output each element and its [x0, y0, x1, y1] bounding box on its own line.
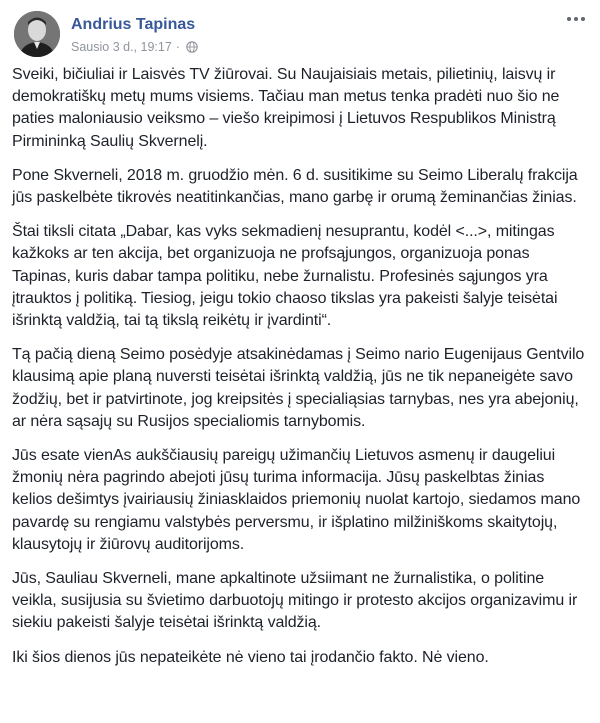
post-paragraph: Pone Skverneli, 2018 m. gruodžio mėn. 6 d. susitikime su Seimo Liberalų frakcija jūs paskelbėte tikrovės neatitinkančias, mano garbę ir orumą žeminančias žinias. — [12, 166, 578, 207]
author-name-link[interactable]: Andrius Tapinas — [71, 16, 196, 33]
post-paragraph: Jūs esate vienAs aukščiausių pareigų užimančių Lietuvos asmenų ir daugeliui žmonių nėra pagrindo abejoti jūsų turima informacija. Jūsų paskelbtas žinias kelios dešimtys įvairiausių žiniasklaidos priemonių nuolat kartojo, siedamos mano pavardę su rengiamu valstybės perversmu, ir išplatino milžiniškoms skaitytojų, klausytojų ir žiūrovų auditorijoms. — [12, 447, 581, 553]
avatar-photo-icon — [14, 11, 60, 57]
more-horizontal-icon[interactable] — [564, 11, 588, 31]
globe-icon[interactable] — [186, 41, 198, 53]
author-avatar[interactable] — [14, 11, 60, 57]
post-timestamp[interactable]: Sausio 3 d., 19:17 — [71, 40, 172, 54]
post-paragraph: Tą pačią dieną Seimo posėdyje atsakinėdamas į Seimo nario Eugenijaus Gentvilo klausimą apie planą nuversti teisėtai išrinktą valdžią, jūs ne tik nepaneigėte savo žodžių, bet ir patvirtinote, jog kreipsitės į specialiąsias tarnybas, nes yra abejonių, ar nėra sąsajų su Rusijos specialiomis tarnybomis. — [12, 346, 585, 430]
post-header — [14, 11, 588, 61]
meta-separator: · — [175, 40, 180, 54]
post-paragraph: Štai tiksli citata „Dabar, kas vyks sekmadienį nesuprantu, kodėl <...>, mitingas kažkoks ar ten akcija, bet organizuoja ne profsąjungos, organizuoja ponas Tapinas, kuris dabar tampa politiku, nebe žurnalistu. Profesinės sąjungos yra įtrauktos į politiką. Tiesiog, jeigu tokio chaoso tikslas yra pakeisti šalyje teisėtai išrinktą valdžią, tai tą tikslą reikėtų ir įvardinti“. — [12, 223, 558, 330]
post-paragraph: Jūs, Sauliau Skverneli, mane apkaltinote užsiimant ne žurnalistika, o politine veikla, susijusia su švietimo darbuotojų mitingo ir protesto akcijos organizavimu ir siekiu pakeisti šalyje teisėtai išrinktą valdžią. — [12, 570, 578, 632]
post-body — [12, 64, 588, 681]
post-meta — [71, 40, 198, 54]
post-paragraph: Sveiki, bičiuliai ir Laisvės TV žiūrovai. Su Naujaisiais metais, pilietinių, laisvų ir demokratiškų metų mums visiems. Tačiau man metus tenka pradėti nuo šio ne paties maloniausio veiksmo – viešo kreipimosi į Lietuvos Respublikos Ministrą Pirmininką Saulių Skvernelį. — [12, 66, 560, 150]
post-paragraph: Iki šios dienos jūs nepateikėte nė vieno tai įrodančio fakto. Nė vieno. — [12, 648, 489, 666]
